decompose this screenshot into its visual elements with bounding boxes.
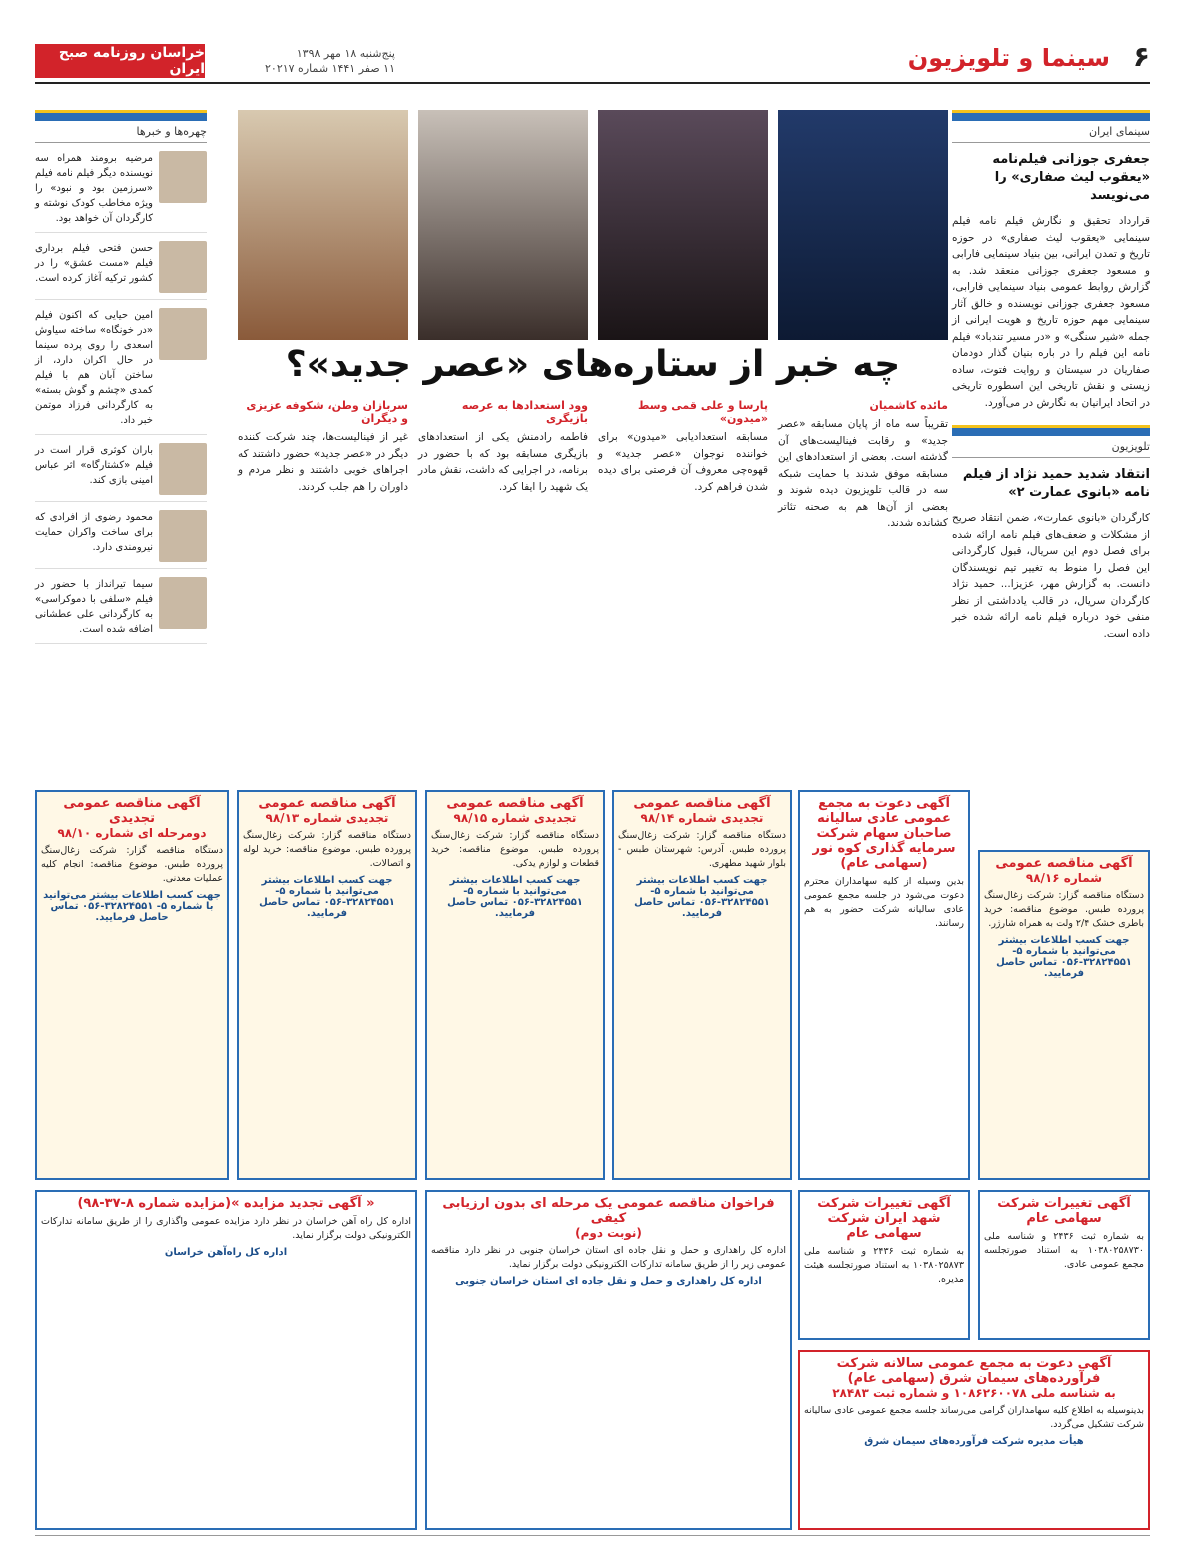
page-number: ۶	[1132, 40, 1150, 73]
photo-stage-man	[778, 110, 948, 340]
article-column	[418, 395, 588, 532]
ad-title: آگهی مناقصه عمومی	[446, 796, 584, 811]
ad-footer: هیأت مدیره شرکت فرآورده‌های سیمان شرق	[864, 1436, 1084, 1447]
section-title: سینما و تلویزیون	[907, 44, 1110, 72]
ad-footer: جهت کسب اطلاعات بیشتر می‌توانید با شماره ۵- ۳۲۸۲۴۵۵۱-۰۵۶ تماس حاصل فرمایید.	[634, 875, 770, 919]
ad-footer: جهت کسب اطلاعات بیشتر می‌توانید با شماره ۵- ۳۲۸۲۴۵۵۱-۰۵۶ تماس حاصل فرمایید.	[996, 935, 1132, 979]
tender-ad	[237, 790, 417, 1180]
ad-title: آگهی تغییرات شرکت شهد ایران شرکت سهامی عام	[817, 1196, 951, 1241]
news-text: امین حیایی که اکنون فیلم «در خونگاه» ساخته سیاوش اسعدی را روی پرده سینما در حال اکران دارد، از ساختن آبان هم با فیلم کمدی «چشم و گوش بسته» به کارگردانی فرزاد موتمن خبر داد.	[35, 310, 153, 426]
news-item	[35, 151, 207, 233]
ad-title: آگهی مناقصه عمومی	[258, 796, 396, 811]
right-sidebar	[952, 110, 1150, 642]
date-line: پنج‌شنبه ۱۸ مهر ۱۳۹۸	[296, 47, 395, 60]
ad-text: بدین وسیله از کلیه سهامداران محترم دعوت می‌شود در جلسه مجمع عمومی عادی سالیانه شرکت حضور به هم رسانند.	[804, 876, 964, 929]
avatar	[159, 151, 207, 203]
tender-ad	[35, 790, 229, 1180]
ad-text: به شماره ثبت ۲۴۳۶ و شناسه ملی ۱۰۳۸۰۲۵۸۷۳۰ به استناد صورتجلسه مجمع عمومی عادی.	[984, 1231, 1144, 1270]
ad-title: آگهی دعوت به مجمع عمومی عادی سالیانه صاحبان سهام شرکت سرمایه گذاری کوه نور (سهامی عام)	[812, 796, 956, 871]
photo-stage-woman	[598, 110, 768, 340]
ad-title: « آگهی تجدید مزایده »(مزایده شماره ۸-۳۷-۹۸)	[77, 1196, 375, 1211]
avatar	[159, 443, 207, 495]
date-box	[215, 46, 395, 76]
column-text: غیر از فینالیست‌ها، چند شرکت کننده دیگر در «عصر جدید» حضور داشتند که اجراهای خوبی داشتند و نظر مردم و داوران را هم جلب کردند.	[238, 431, 408, 493]
ad-title: آگهی دعوت به مجمع عمومی سالانه شرکت فرآورده‌های سیمان شرق (سهامی عام)	[836, 1356, 1112, 1386]
news-item	[35, 443, 207, 502]
news-text: سیما تیرانداز با حضور در فیلم «سلفی با دموکراسی» به کارگردانی علی عطشانی اضافه شده است.	[35, 579, 153, 635]
ad-text: بدینوسیله به اطلاع کلیه سهامداران گرامی می‌رساند جلسه مجمع عمومی عادی سالیانه شرکت تشکیل می‌گردد.	[804, 1405, 1144, 1430]
ad-footer: جهت کسب اطلاعات بیشتر می‌توانید با شماره ۵- ۳۲۸۲۴۵۵۱-۰۵۶ تماس حاصل فرمایید.	[43, 890, 221, 923]
ad-footer: جهت کسب اطلاعات بیشتر می‌توانید با شماره ۵- ۳۲۸۲۴۵۵۱-۰۵۶ تماس حاصل فرمایید.	[447, 875, 583, 919]
news-text: حسن فتحی فیلم برداری فیلم «مست عشق» را در کشور ترکیه آغاز کرده است.	[35, 243, 153, 284]
ad-title: آگهی مناقصه عمومی تجدیدی	[63, 796, 201, 826]
ad-text: به شماره ثبت ۲۴۳۶ و شناسه ملی ۱۰۳۸۰۲۵۸۷۳ به استناد صورتجلسه هیئت مدیره.	[804, 1246, 964, 1285]
article-column	[778, 395, 948, 532]
ad-subtitle: تجدیدی شماره ۹۸/۱۴	[640, 811, 764, 825]
avatar	[159, 577, 207, 629]
ad-text: دستگاه مناقصه گزار: شرکت زغال‌سنگ پرورده طبس. موضوع مناقصه: خرید باطری خشک ۲/۴ ولت به همراه شارژر.	[984, 890, 1144, 929]
ad-subtitle: دومرحله ای شماره ۹۸/۱۰	[57, 826, 207, 840]
ad-subtitle: تجدیدی شماره ۹۸/۱۵	[453, 811, 577, 825]
column-text: تقریباً سه ماه از پایان مسابقه «عصر جدید» و رقابت فینالیست‌های آن گذشته است. بعضی از استعدادهای این مسابقه موفق شدند با حمایت شبکه سه در قالب تلویزیون دیده شوند و بعضی از آن‌ها هم به صحنه تئاتر کشانده شدند.	[778, 418, 948, 529]
section-bar	[952, 110, 1150, 121]
news-text: محمود رضوی از افرادی که برای ساخت واکران حمایت نیرومندی دارد.	[35, 512, 153, 553]
ad-text: دستگاه مناقصه گزار: شرکت زغال‌سنگ پرورده طبس. موضوع مناقصه: خرید لوله و اتصالات.	[243, 830, 411, 869]
change-notice-ad	[798, 1190, 970, 1340]
page-header	[35, 40, 1150, 84]
section-tag: سینمای ایران	[952, 121, 1150, 143]
avatar	[159, 510, 207, 562]
ad-text: دستگاه مناقصه گزار: شرکت زغال‌سنگ پرورده طبس. موضوع مناقصه: انجام کلیه عملیات معدنی.	[41, 845, 223, 884]
meeting-ad	[798, 790, 970, 1180]
ad-footer: اداره کل راهداری و حمل و نقل جاده ای استان خراسان جنوبی	[455, 1276, 762, 1287]
column-text: فاطمه رادمنش یکی از استعدادهای بازیگری مسابقه بود که با حضور در برنامه، در اجرایی که داشت، نقش مادر یک شهید را ایفا کرد.	[418, 431, 588, 493]
ad-text: اداره کل راهداری و حمل و نقل جاده ای استان خراسان جنوبی در نظر دارد مناقصه عمومی زیر را از طریق سامانه تدارکات الکترونیکی دولت برگزار نماید.	[431, 1245, 786, 1270]
article-column	[238, 395, 408, 532]
article-body: قرارداد تحقیق و نگارش فیلم نامه فیلم سینمایی «یعقوب لیث صفاری» در حوزه تاریخ و تمدن ایرانی، بین بنیاد سینمایی فارابی و مسعود جعفری جوزانی منعقد شد. به گزارش روابط عمومی بنیاد سینمایی فارابی، مسعود جعفری جوزانی نویسنده و خالق آثار سینمایی مهم حوزه تاریخ و هویت ایرانی از جمله «شیر سنگی» و «در مسیر تندباد» فیلم نامه این فیلم را در باره بنیان گذار دودمان صفاریان در سیستان و روایت فتوت، ساده زیستی و نقش تاریخی این اسطوره تاریخی در اتحاد ایرانیان به نگارش در می‌آورد.	[952, 215, 1150, 409]
avatar	[159, 308, 207, 360]
section-tag: تلویزیون	[952, 436, 1150, 458]
tender-ad	[612, 790, 792, 1180]
photo-performer	[238, 110, 408, 340]
section-bar	[952, 425, 1150, 436]
column-subhead: سربازان وطن، شکوفه عزیزی و دیگران	[246, 399, 408, 425]
article-title: انتقاد شدید حمید نژاد از فیلم نامه «بانوی عمارت ۲»	[962, 467, 1150, 500]
column-subhead: پارسا و علی قمی وسط «میدون»	[638, 399, 768, 425]
main-headline: چه خبر از ستاره‌های «عصر جدید»؟	[285, 344, 901, 385]
auction-ad	[35, 1190, 417, 1530]
tender-ad	[978, 850, 1150, 1180]
section-bar	[35, 110, 207, 121]
article-body: کارگردان «بانوی عمارت»، ضمن انتقاد صریح از مشکلات و ضعف‌های فیلم نامه ارائه شده برای فصل دوم این سریال، قبول کارگردانی این فصل را منوط به تغییر تیم نویسندگان دانست. به گزارش مهر، عزیزا... حمید نژاد کارگردان سریال، در قالب یادداشتی از نظر منفی خود درباره فیلم نامه ارائه شده خبر داده است.	[952, 512, 1150, 640]
news-text: مرضیه برومند همراه سه نویسنده دیگر فیلم نامه فیلم «سرزمین بود و نبود» را ویژه مخاطب کودک نوشته و کارگردان آن خواهد بود.	[35, 153, 153, 224]
tender-call-ad	[425, 1190, 792, 1530]
news-item	[35, 241, 207, 300]
left-sidebar	[35, 110, 207, 652]
ad-title: آگهی مناقصه عمومی	[633, 796, 771, 811]
ad-subtitle: (نوبت دوم)	[575, 1226, 642, 1240]
avatar	[159, 241, 207, 293]
ad-title: فراخوان مناقصه عمومی یک مرحله ای بدون ارزیابی کیفی	[442, 1196, 775, 1226]
ad-text: دستگاه مناقصه گزار: شرکت زغال‌سنگ پرورده طبس. موضوع مناقصه: خرید قطعات و لوازم یدکی.	[431, 830, 599, 869]
news-item	[35, 308, 207, 435]
ad-text: اداره کل راه آهن خراسان در نظر دارد مزایده عمومی واگذاری را از طریق سامانه تدارکات الکترونیکی دولت برگزار نماید.	[41, 1216, 411, 1241]
article-title: جعفری جوزانی فیلم‌نامه «یعقوب لیث صفاری» را می‌نویسد	[992, 152, 1150, 203]
ad-subtitle: تجدیدی شماره ۹۸/۱۳	[265, 811, 389, 825]
change-notice-ad	[978, 1190, 1150, 1340]
photo-woman-phone	[418, 110, 588, 340]
news-item	[35, 510, 207, 569]
footer-line	[35, 1535, 1150, 1536]
article-column	[598, 395, 768, 532]
ad-title: آگهی مناقصه عمومی	[995, 856, 1133, 871]
main-article	[238, 395, 948, 532]
ad-footer: اداره کل راه‌آهن خراسان	[164, 1247, 288, 1258]
news-item	[35, 577, 207, 644]
column-subhead: وود استعدادها به عرصه بازیگری	[461, 399, 588, 425]
section-tag: چهره‌ها و خبرها	[35, 121, 207, 143]
column-subhead: مائده کاشمیان	[869, 399, 948, 412]
news-text: باران کوثری قرار است در فیلم «کشتارگاه» اثر عباس امینی بازی کند.	[35, 445, 153, 486]
ad-subtitle: به شناسه ملی ۱۰۸۶۲۶۰۰۷۸ و شماره ثبت ۲۸۴۸۳	[832, 1386, 1116, 1400]
ad-text: دستگاه مناقصه گزار: شرکت زغال‌سنگ پرورده طبس. آدرس: شهرستان طبس - بلوار شهید مطهری.	[618, 830, 786, 869]
ad-subtitle: شماره ۹۸/۱۶	[1025, 871, 1103, 885]
issue-line: ۱۱ صفر ۱۴۴۱ شماره ۲۰۲۱۷	[265, 62, 395, 75]
ad-title: آگهی تغییرات شرکت سهامی عام	[997, 1196, 1131, 1226]
tender-ad	[425, 790, 605, 1180]
column-text: مسابقه استعدادیابی «میدون» برای خواننده نوجوان «عصر جدید» و قهوه‌چی معروف آن فرصتی برای دیده شدن فراهم کرد.	[598, 431, 768, 493]
meeting-ad	[798, 1350, 1150, 1530]
ad-footer: جهت کسب اطلاعات بیشتر می‌توانید با شماره ۵- ۳۲۸۲۴۵۵۱-۰۵۶ تماس حاصل فرمایید.	[259, 875, 395, 919]
brand-logo: خراسان روزنامه صبح ایران	[35, 44, 205, 78]
advertisements	[35, 790, 1150, 1530]
